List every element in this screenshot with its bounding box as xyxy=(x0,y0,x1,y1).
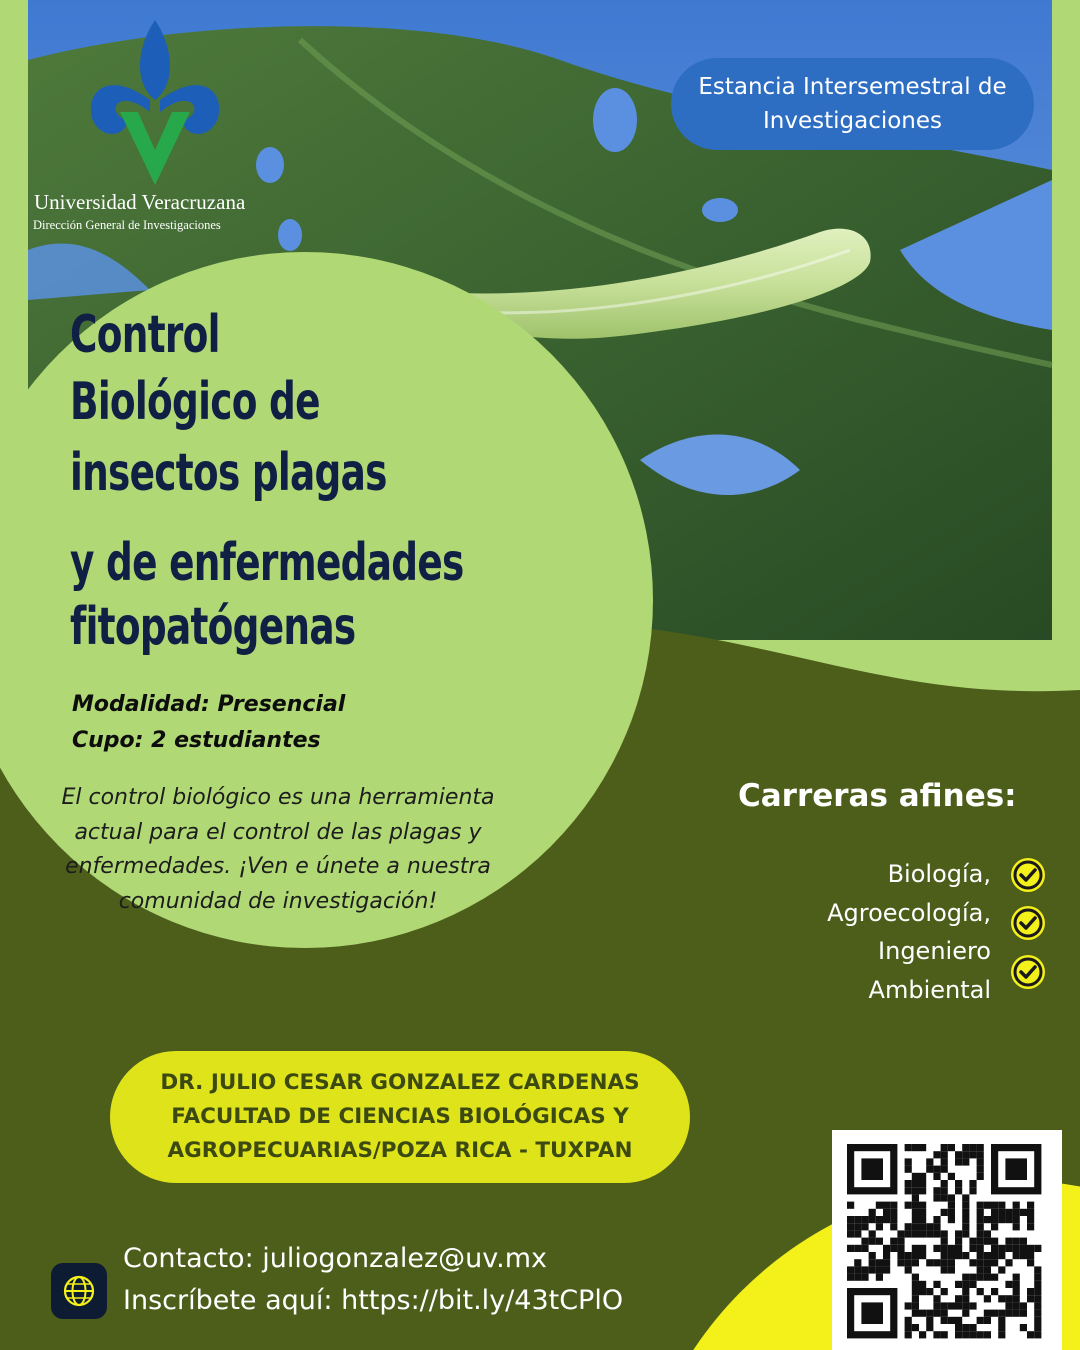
instructor-pill xyxy=(110,1051,690,1183)
faculty-line-2: AGROPECUARIAS/POZA RICA - TUXPAN xyxy=(167,1138,633,1163)
check-icon xyxy=(1011,955,1045,989)
careers-heading: Carreras afines: xyxy=(738,778,1017,814)
title-line-2: Biológico de xyxy=(70,372,320,432)
logo-subtitle: Dirección General de Investigaciones xyxy=(33,218,221,232)
logo-name: Universidad Veracruzana xyxy=(34,190,246,214)
career-item: Agroecología, xyxy=(827,898,991,927)
instructor-name: DR. JULIO CESAR GONZALEZ CARDENAS xyxy=(160,1070,640,1095)
uv-logo xyxy=(32,14,282,234)
title-line-3: insectos plagas xyxy=(70,443,387,503)
badge-line-1: Estancia Intersemestral de xyxy=(698,74,1007,100)
careers-list xyxy=(691,855,991,1009)
title-line-1: Control xyxy=(70,305,220,365)
check-icon xyxy=(1011,906,1045,940)
signup-link[interactable]: Inscríbete aquí: https://bit.ly/43tCPlO xyxy=(123,1285,624,1316)
program-badge xyxy=(671,58,1034,150)
check-icon xyxy=(1011,858,1045,892)
description-text: El control biológico es una herramienta actual para el control de las plagas y enfermedades. ¡Ven e únete a nuestra comunidad de investigación! xyxy=(61,785,495,914)
career-item: Ingeniero xyxy=(878,937,991,965)
modality-text: Modalidad: Presencial xyxy=(72,692,346,717)
career-item: Ambiental xyxy=(868,975,991,1004)
leaf-hole xyxy=(702,198,738,222)
capacity-text: Cupo: 2 estudiantes xyxy=(72,728,321,753)
badge-line-2: Investigaciones xyxy=(762,108,943,134)
globe-icon xyxy=(51,1263,107,1319)
title-line-4: y de enfermedades xyxy=(70,533,464,593)
faculty-line-1: FACULTAD DE CIENCIAS BIOLÓGICAS Y xyxy=(171,1104,629,1129)
career-item: Biología, xyxy=(887,860,991,888)
leaf-hole xyxy=(593,88,637,152)
title-line-5: fitopatógenas xyxy=(70,597,356,657)
contact-email[interactable]: Contacto: juliogonzalez@uv.mx xyxy=(123,1243,548,1274)
qr-code[interactable] xyxy=(832,1130,1062,1350)
